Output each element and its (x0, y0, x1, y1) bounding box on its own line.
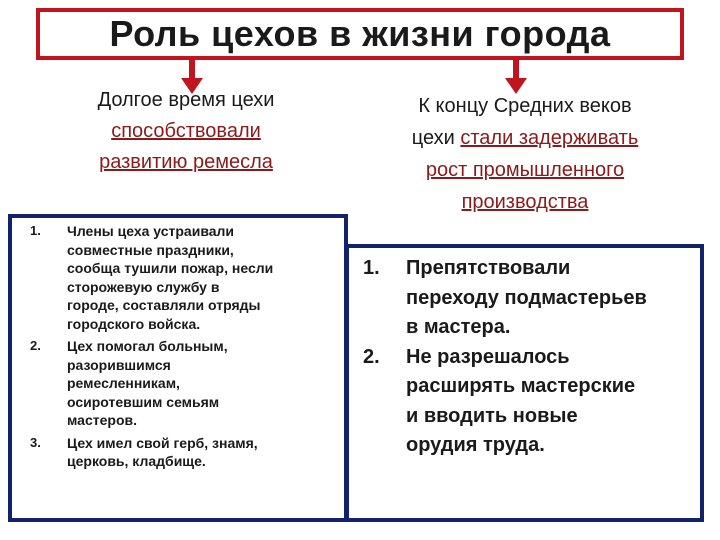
right-header (360, 90, 690, 218)
right-header-line1: К концу Средних веков (418, 95, 632, 117)
left-item-1-number: 1. (30, 223, 41, 238)
right-item-2-text: Не разрешалось расширять мастерские и вводить новые орудия труда. (406, 345, 636, 456)
right-item-2-number: 2. (363, 345, 380, 368)
left-list-item-1 (12, 222, 344, 333)
right-list-box (345, 244, 704, 522)
right-header-line3: рост промышленного (425, 159, 625, 181)
right-list-item-2 (349, 343, 700, 461)
page-title: Роль цехов в жизни города (109, 13, 611, 54)
left-header (46, 85, 326, 178)
title-box (36, 8, 684, 60)
left-item-3-number: 3. (30, 434, 41, 450)
left-header-line2: способствовали (111, 120, 261, 142)
right-item-1-text: Препятствовали переходу подмастерьев в мастера. (406, 257, 647, 338)
right-item-1-number: 1. (363, 257, 380, 279)
left-list-item-3 (12, 434, 344, 471)
right-header-line2-link: стали задерживать (460, 127, 639, 149)
left-item-3-text: Цех имел свой герб, знамя, церковь, кладбище. (67, 434, 258, 469)
left-list (12, 222, 344, 471)
right-list-item-1 (349, 254, 700, 343)
right-header-line2-prefix: цехи (411, 127, 461, 149)
left-header-line3: развитию ремесла (99, 151, 273, 173)
left-item-2-number: 2. (30, 338, 41, 353)
right-list (349, 254, 700, 461)
left-item-1-text: Члены цеха устраивали совместные праздники, сообща тушили пожар, несли сторожевую службу в городе, составляли отряды городского войска. (67, 223, 274, 332)
left-header-line1: Долгое время цехи (97, 89, 275, 111)
left-item-2-text: Цех помогал больным, разорившимся ремесленникам, осиротевшим семьям мастеров. (67, 338, 228, 428)
right-header-line4: производства (461, 191, 589, 213)
left-list-box (8, 214, 348, 522)
left-list-item-2 (12, 337, 344, 430)
